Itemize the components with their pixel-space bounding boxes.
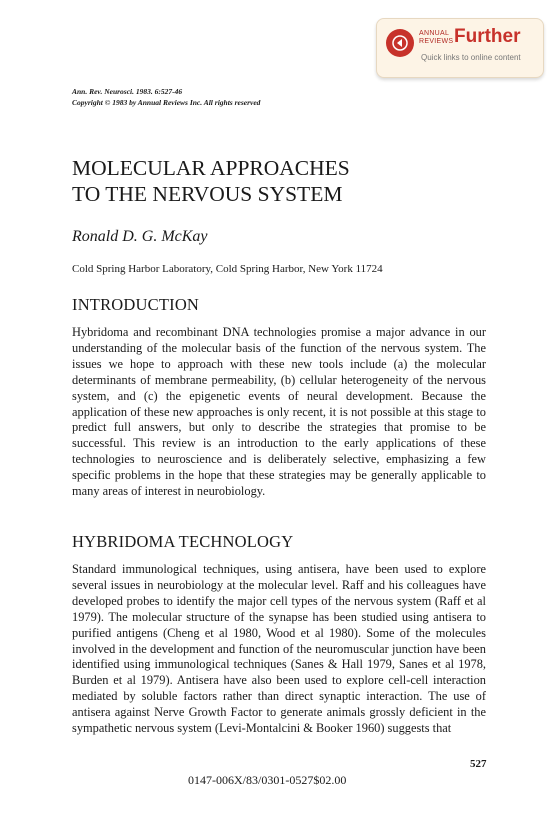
citation [72, 86, 260, 108]
hybridoma-paragraph: Standard immunological techniques, using antisera, have been used to explore several issues in neurobiology at the molecular level. Raff and his colleagues have developed probes to identify the major cell types of the nervous system (Raff et al 1979). The molecular structure of the synapse has been studied using antisera to purified antigens (Cheng et al 1980, Wood et al 1980). Some of the molecules involved in the development and function of the neuromuscular junction have been identified using immunological techniques (Sanes & Hall 1979, Sanes et al 1978, Burden et al 1979). Antisera have also been used to explore cell-cell interaction mediated by soluble factors rather than direct synaptic interaction. The use of antisera against Nerve Growth Factor to generate animals grossly deficient in the sympathetic nervous system (Levi-Montalcini & Booker 1960) suggests that [72, 562, 486, 736]
badge-brand [419, 30, 453, 46]
author-name: Ronald D. G. McKay [72, 228, 208, 245]
title-line-2: TO THE NERVOUS SYSTEM [72, 182, 343, 206]
article-title [72, 155, 350, 207]
badge-brand-line1: ANNUAL [419, 30, 450, 37]
badge-further-label: Further [454, 26, 521, 47]
citation-journal: Ann. Rev. Neurosci. 1983. 6:527-46 [72, 87, 183, 96]
page-number: 527 [470, 758, 487, 770]
footer-code: 0147-006X/83/0301-0527$02.00 [188, 773, 347, 787]
citation-copyright: Copyright © 1983 by Annual Reviews Inc. All rights reserved [72, 98, 261, 107]
section-heading-introduction: INTRODUCTION [72, 295, 200, 314]
section-heading-hybridoma: HYBRIDOMA TECHNOLOGY [72, 532, 294, 551]
further-badge[interactable] [376, 18, 544, 78]
title-line-1: MOLECULAR APPROACHES [72, 156, 350, 180]
badge-brand-line2: REVIEWS [419, 38, 454, 45]
badge-subtitle: Quick links to online content [421, 53, 521, 62]
play-circle-icon [386, 29, 414, 57]
introduction-paragraph: Hybridoma and recombinant DNA technologies promise a major advance in our understanding of the molecular basis of the function of the nervous system. The issues we hope to approach with these new tools include (a) the molecular determinants of membrane permeability, (b) cellular heterogeneity of the nervous system, and (c) the epigenetic events of neural development. Because the application of these new approaches is only recent, it is not possible at this stage to predict full answers, but only to describe the strategies that promise to be successful. This review is an introduction to the early applications of these technologies to neuroscience and is deliberately selective, emphasizing a few specific problems in the hope that these strategies may be generally applicable to many areas of interest in neurobiology. [72, 325, 486, 499]
author-affiliation: Cold Spring Harbor Laboratory, Cold Spring Harbor, New York 11724 [72, 263, 383, 275]
